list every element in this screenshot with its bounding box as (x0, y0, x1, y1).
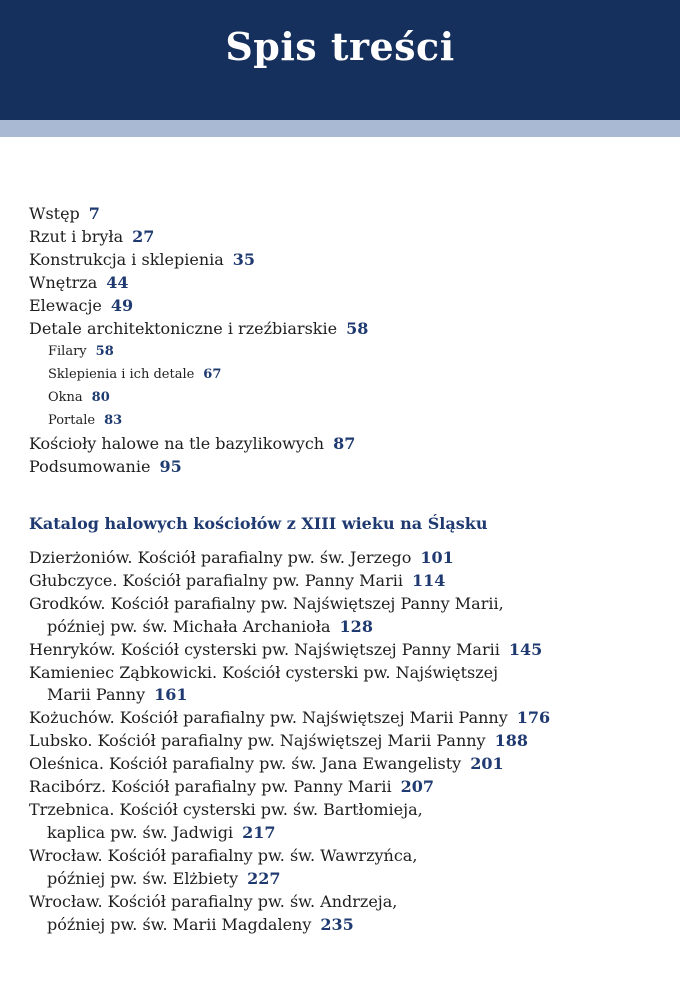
catalog-entry (29, 891, 669, 936)
toc-entry-page: 7 (88, 204, 100, 223)
catalog-entry-page: 161 (154, 685, 188, 705)
catalog-entry (29, 753, 669, 776)
catalog-entry-text: Kożuchów. Kościół parafialny pw. Najświętszej Marii Panny (29, 708, 508, 728)
catalog-entry-text: Głubczyce. Kościół parafialny pw. Panny Marii (29, 571, 403, 590)
catalog-entry-line (29, 891, 669, 914)
catalog-entry (29, 593, 669, 638)
catalog-entry-line (29, 753, 669, 776)
catalog-entry-text: Henryków. Kościół cysterski pw. Najświętszej Panny Marii (29, 639, 500, 659)
toc-entry-page: 44 (106, 273, 129, 292)
toc-entry-label: Detale architektoniczne i rzeźbiarskie (29, 319, 338, 338)
catalog-entry-line (29, 822, 669, 845)
toc-entry (29, 202, 659, 225)
toc-entry-label: Konstrukcja i sklepienia (29, 250, 224, 269)
toc-subentry (29, 386, 659, 409)
toc-entry-label: Elewacje (29, 296, 102, 315)
catalog-entry (29, 662, 669, 707)
catalog-entry-line (29, 593, 669, 616)
catalog-entry-text: Trzebnica. Kościół cysterski pw. św. Bartłomieja, (29, 800, 423, 820)
catalog-entry-line (29, 845, 669, 868)
toc-entry-label: Sklepienia i ich detale (48, 367, 195, 382)
toc-entry (29, 225, 659, 248)
catalog-entry-page: 235 (320, 914, 354, 934)
catalog-entry-line (29, 616, 669, 639)
catalog-entry-page: 227 (247, 868, 281, 888)
catalog-entry (29, 730, 669, 753)
catalog-entry-line (29, 639, 669, 662)
catalog-entry-text: Wrocław. Kościół parafialny pw. św. Wawrzyńca, (29, 846, 418, 866)
catalog-entry (29, 776, 669, 799)
catalog-entry-text: Kamieniec Ząbkowicki. Kościół cysterski pw. Najświętszej (29, 662, 499, 682)
catalog-entry-page: 207 (400, 777, 434, 797)
toc-entry-page: 58 (95, 344, 114, 359)
table-of-contents (29, 202, 659, 478)
toc-entry-label: Kościoły halowe na tle bazylikowych (29, 434, 325, 453)
catalog-entry-page: 176 (516, 708, 551, 728)
catalog-entry (29, 707, 669, 730)
toc-entry-page: 83 (104, 413, 123, 428)
toc-entry (29, 248, 659, 271)
catalog-entry-text: kaplica pw. św. Jadwigi (47, 823, 234, 843)
catalog-entry-text: później pw. św. Marii Magdaleny (47, 914, 312, 934)
catalog-entry (29, 570, 669, 593)
toc-entry-label: Portale (48, 413, 96, 428)
toc-subentry (29, 363, 659, 386)
toc-entry (29, 455, 659, 478)
catalog-entry-page: 188 (494, 731, 528, 751)
toc-entry (29, 294, 659, 317)
catalog-entry-line (29, 776, 669, 799)
toc-entry-label: Rzut i bryła (29, 227, 124, 246)
catalog-entry-line (29, 914, 669, 937)
toc-entry-page: 87 (333, 434, 356, 453)
toc-entry-page: 67 (203, 367, 222, 382)
catalog-entry-page: 114 (411, 571, 446, 590)
catalog-entry-page: 201 (470, 754, 504, 774)
page-title: Spis treści (225, 24, 455, 69)
catalog-entry-page: 101 (420, 548, 454, 567)
toc-entry-page: 35 (232, 250, 256, 269)
catalog-entry-line (29, 799, 669, 822)
catalog-entry-text: Dzierżoniów. Kościół parafialny pw. św. Jerzego (29, 548, 412, 567)
catalog-heading: Katalog halowych kościołów z XIII wieku na Śląsku (29, 514, 488, 533)
catalog-entry-line (29, 662, 669, 685)
toc-entry-label: Podsumowanie (29, 457, 151, 476)
catalog-entry-line (29, 730, 669, 753)
toc-entry (29, 271, 659, 294)
catalog-entry-text: Grodków. Kościół parafialny pw. Najświętszej Panny Marii, (29, 594, 504, 613)
catalog-entry (29, 639, 669, 662)
toc-entry-label: Okna (48, 390, 83, 405)
toc-entry-page: 80 (91, 390, 110, 405)
catalog-entry-text: Oleśnica. Kościół parafialny pw. św. Jana Ewangelisty (29, 754, 462, 774)
catalog-entry (29, 547, 669, 570)
catalog-entry-line (29, 707, 669, 730)
catalog-entry-line (29, 684, 669, 707)
catalog-entry-text: później pw. św. Michała Archanioła (47, 616, 331, 636)
catalog-entry-text: Marii Panny (47, 685, 146, 705)
catalog-entry-line (29, 570, 669, 593)
toc-entry-page: 95 (159, 457, 182, 476)
toc-subentry (29, 340, 659, 363)
catalog-entry (29, 799, 669, 844)
toc-entry-page: 49 (110, 296, 134, 315)
catalog-entry-line (29, 547, 669, 570)
toc-entry-label: Wnętrza (29, 273, 98, 292)
catalog-entry-text: Wrocław. Kościół parafialny pw. św. Andrzeja, (29, 891, 398, 911)
toc-entry-label: Wstęp (29, 204, 80, 223)
toc-entry (29, 317, 659, 340)
toc-entry-page: 58 (346, 319, 369, 338)
toc-entry (29, 432, 659, 455)
catalog-entry-page: 217 (242, 823, 276, 843)
catalog-entry-text: Lubsko. Kościół parafialny pw. Najświętszej Marii Panny (29, 731, 486, 751)
catalog-entry-page: 128 (339, 616, 373, 636)
catalog-entry-text: Racibórz. Kościół parafialny pw. Panny Marii (29, 777, 392, 797)
toc-subentry (29, 409, 659, 432)
toc-entry-page: 27 (132, 227, 155, 246)
catalog-entry-line (29, 868, 669, 891)
catalog-entry (29, 845, 669, 890)
header-band (0, 0, 680, 120)
catalog-entry-text: później pw. św. Elżbiety (47, 868, 239, 888)
header-stripe (0, 120, 680, 137)
catalog-entry-page: 145 (508, 639, 543, 659)
catalog-list (29, 547, 669, 937)
toc-entry-label: Filary (48, 344, 87, 359)
